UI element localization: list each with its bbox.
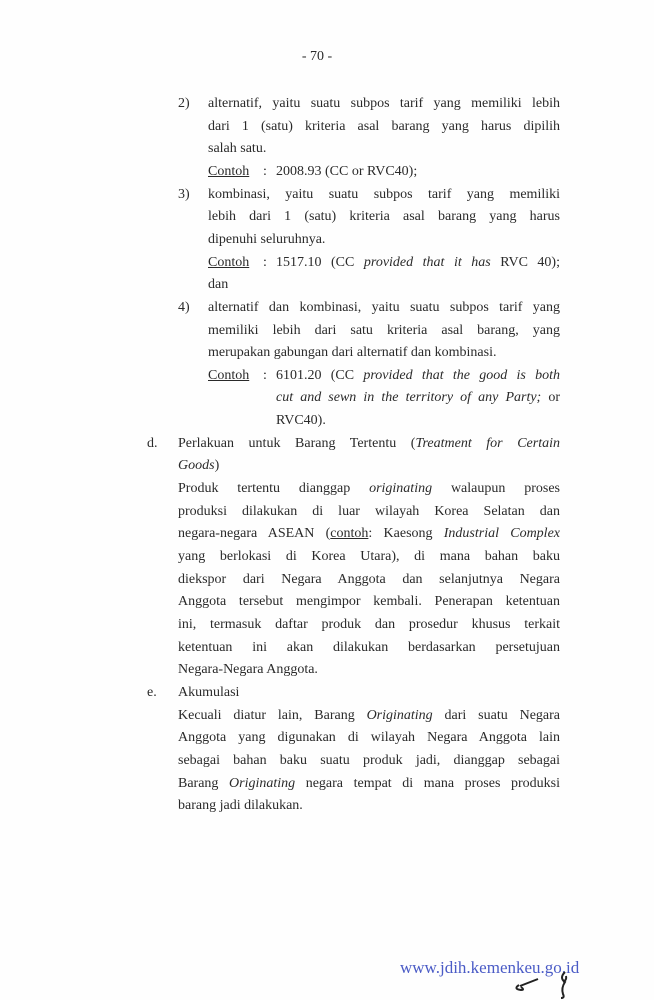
italic-text: Originating xyxy=(366,708,433,723)
text-line xyxy=(178,592,560,612)
signature-initials-icon xyxy=(500,968,590,1000)
text-line xyxy=(276,162,560,182)
text-segment: Perlakuan untuk Barang Tertentu ( xyxy=(178,436,416,451)
text-segment: dari suatu Negara xyxy=(432,708,561,723)
text-segment: produksi dilakukan di luar wilayah Korea Selatan dan xyxy=(178,504,560,519)
text-line xyxy=(178,638,560,658)
list-marker: 3) xyxy=(178,187,190,202)
list-marker: d. xyxy=(147,436,158,451)
text-line xyxy=(208,321,560,341)
text-segment: Barang xyxy=(178,776,230,791)
contoh-colon: : xyxy=(263,368,267,383)
text-line xyxy=(276,388,560,408)
list-marker: e. xyxy=(147,685,157,700)
text-line xyxy=(208,94,560,114)
text-segment: Kecuali diatur lain, Barang xyxy=(178,708,367,723)
text-segment: RVC 40); xyxy=(490,255,560,270)
page-number: - 70 - xyxy=(301,49,333,64)
footer-website-link[interactable]: www.jdih.kemenkeu.go.id xyxy=(400,958,580,977)
text-line xyxy=(276,411,560,431)
text-segment: dan xyxy=(208,277,229,292)
contoh-colon: : xyxy=(263,164,267,179)
text-segment: negara-negara ASEAN ( xyxy=(178,526,331,541)
text-segment: Akumulasi xyxy=(178,685,240,700)
text-line xyxy=(178,706,560,726)
text-line xyxy=(208,230,560,250)
text-line xyxy=(276,366,560,386)
contoh-label: Contoh xyxy=(208,368,250,383)
text-segment: : Kaesong xyxy=(368,526,444,541)
text-line xyxy=(178,751,560,771)
text-segment: kombinasi, yaitu suatu subpos tarif yang memiliki xyxy=(208,187,560,202)
text-line xyxy=(178,728,560,748)
text-line xyxy=(276,253,560,273)
text-segment: dari 1 (satu) kriteria asal barang yang harus dipilih xyxy=(208,119,560,134)
italic-text: cut and sewn in the territory of any Party; xyxy=(276,390,542,405)
italic-text: originating xyxy=(369,481,433,496)
text-line xyxy=(178,774,560,794)
text-segment: ketentuan ini akan dilakukan berdasarkan persetujuan xyxy=(178,640,560,655)
text-segment: merupakan gabungan dari alternatif dan kombinasi. xyxy=(208,345,497,360)
text-line xyxy=(178,683,560,703)
italic-text: provided that the good is both xyxy=(363,368,560,383)
text-line xyxy=(208,117,560,137)
text-line xyxy=(178,479,560,499)
contoh-colon: : xyxy=(263,255,267,270)
text-line xyxy=(208,343,560,363)
text-segment: lebih dari 1 (satu) kriteria asal barang yang harus xyxy=(208,209,560,224)
italic-text: provided that it has xyxy=(363,255,491,270)
text-line xyxy=(208,139,560,159)
text-segment: 1517.10 (CC xyxy=(276,255,364,270)
text-line xyxy=(208,207,560,227)
text-segment: memiliki lebih dari satu kriteria asal barang, yang xyxy=(208,323,560,338)
text-line xyxy=(178,524,560,544)
text-segment: 2008.93 (CC or RVC40); xyxy=(276,164,418,179)
text-segment: Negara-Negara Anggota. xyxy=(178,662,318,677)
text-segment: salah satu. xyxy=(208,141,267,156)
text-segment: alternatif, yaitu suatu subpos tarif yang memiliki lebih xyxy=(208,96,560,111)
text-line xyxy=(208,298,560,318)
text-segment: Anggota yang digunakan di wilayah Negara Anggota lain xyxy=(178,730,560,745)
text-segment: ini, termasuk daftar produk dan prosedur khusus terkait xyxy=(178,617,560,632)
list-marker: 2) xyxy=(178,96,190,111)
text-segment: Anggota tersebut mengimpor kembali. Penerapan ketentuan xyxy=(178,594,560,609)
text-segment: sebagai bahan baku suatu produk jadi, dianggap sebagai xyxy=(178,753,560,768)
text-line xyxy=(208,185,560,205)
text-line xyxy=(178,570,560,590)
text-line xyxy=(178,456,560,476)
text-line xyxy=(208,275,560,295)
text-segment: alternatif dan kombinasi, yaitu suatu subpos tarif yang xyxy=(208,300,560,315)
italic-text: Originating xyxy=(229,776,296,791)
text-segment: Produk tertentu dianggap xyxy=(178,481,370,496)
italic-text: Industrial Complex xyxy=(443,526,560,541)
text-segment: diekspor dari Negara Anggota dan selanjutnya Negara xyxy=(178,572,560,587)
text-segment: ) xyxy=(214,458,220,473)
text-line xyxy=(178,660,560,680)
text-line xyxy=(178,502,560,522)
text-line xyxy=(178,434,560,454)
italic-text: Goods xyxy=(178,458,215,473)
text-segment: barang jadi dilakukan. xyxy=(178,798,303,813)
text-line xyxy=(178,796,560,816)
text-segment: or xyxy=(541,390,560,405)
text-segment: 6101.20 (CC xyxy=(276,368,364,383)
contoh-label: Contoh xyxy=(208,164,250,179)
italic-text: Treatment for Certain xyxy=(415,436,560,451)
underlined-text: contoh xyxy=(330,526,369,541)
text-line xyxy=(178,615,560,635)
text-segment: walaupun proses xyxy=(432,481,560,496)
text-segment: negara tempat di mana proses produksi xyxy=(295,776,560,791)
text-line xyxy=(178,547,560,567)
text-segment: yang berlokasi di Korea Utara), di mana bahan baku xyxy=(178,549,560,564)
text-segment: RVC40). xyxy=(276,413,326,428)
text-segment: dipenuhi seluruhnya. xyxy=(208,232,326,247)
list-marker: 4) xyxy=(178,300,190,315)
contoh-label: Contoh xyxy=(208,255,250,270)
